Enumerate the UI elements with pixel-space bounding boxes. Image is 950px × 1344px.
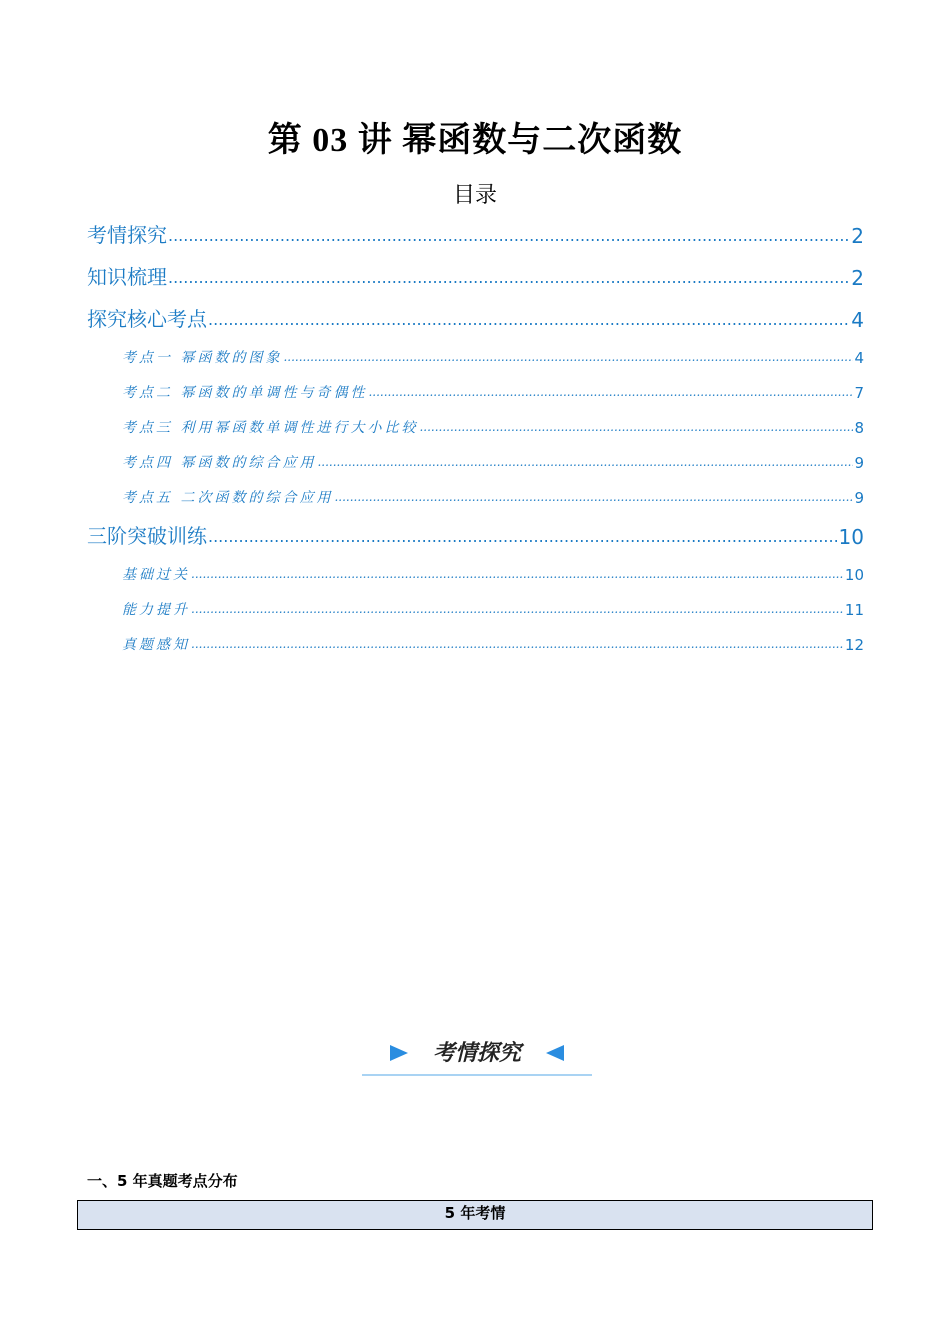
toc-entry-kaodian-2[interactable] (122, 380, 864, 402)
toc-entry-page: 9 (854, 489, 864, 507)
toc-entry-jichu[interactable] (122, 562, 864, 584)
toc-leader-dots (168, 270, 850, 290)
toc-leader-dots (334, 491, 853, 507)
banner-underline (362, 1074, 592, 1076)
toc-entry-page: 9 (854, 454, 864, 472)
toc-leader-dots (368, 386, 853, 402)
toc-entry-label: 三阶突破训练 (87, 524, 207, 548)
toc-entry-sanjie[interactable] (87, 521, 864, 549)
toc-leader-dots (208, 529, 838, 549)
toc-entry-page: 4 (851, 308, 864, 332)
toc-entry-page: 8 (854, 419, 864, 437)
toc-entry-label: 考点二 幂函数的单调性与奇偶性 (122, 385, 368, 401)
toc-entry-label: 真题感知 (122, 637, 190, 653)
toc-heading: 目录 (452, 183, 497, 208)
toc-leader-dots (191, 603, 844, 619)
toc-entry-page: 10 (838, 525, 864, 549)
toc-entry-label: 知识梳理 (87, 265, 167, 289)
toc-leader-dots (168, 228, 850, 248)
toc-leader-dots (208, 312, 850, 332)
exam-distribution-table (77, 1200, 873, 1230)
toc-entry-kaodian-3[interactable] (122, 415, 864, 437)
toc-leader-dots (283, 351, 853, 367)
toc-entry-page: 12 (844, 636, 864, 654)
table-header-cell: 5 年考情 (444, 1204, 506, 1222)
toc-entry-label: 考点一 幂函数的图象 (122, 350, 283, 366)
toc-entry-zhishi[interactable] (87, 262, 864, 290)
triangle-left-icon (546, 1045, 564, 1061)
toc-entry-kaoqing[interactable] (87, 220, 864, 248)
toc-entry-page: 10 (844, 566, 864, 584)
toc-entry-label: 考点五 二次函数的综合应用 (122, 490, 334, 506)
toc-entry-label: 考点四 幂函数的综合应用 (122, 455, 317, 471)
toc-entry-label: 基础过关 (122, 567, 190, 583)
toc-entry-zhenti[interactable] (122, 632, 864, 654)
toc-leader-dots (419, 421, 853, 437)
toc-entry-kaodian-5[interactable] (122, 485, 864, 507)
toc-entry-page: 4 (854, 349, 864, 367)
toc-entry-nengli[interactable] (122, 597, 864, 619)
toc-entry-page: 11 (844, 601, 864, 619)
toc-leader-dots (191, 568, 844, 584)
toc-leader-dots (191, 638, 844, 654)
toc-leader-dots (317, 456, 853, 472)
document-title: 第 03 讲 幂函数与二次函数 (267, 122, 683, 159)
toc-entry-page: 7 (854, 384, 864, 402)
toc-entry-label: 探究核心考点 (87, 307, 207, 331)
toc-entry-label: 考点三 利用幂函数单调性进行大小比较 (122, 420, 419, 436)
toc-entry-page: 2 (851, 224, 864, 248)
banner-title: 考情探究 (432, 1041, 521, 1066)
toc-entry-page: 2 (851, 266, 864, 290)
section-banner-kaoqing (362, 1032, 592, 1076)
section-heading: 一、5 年真题考点分布 (87, 1172, 238, 1190)
toc-entry-label: 考情探究 (87, 223, 167, 247)
toc-entry-kaodian-4[interactable] (122, 450, 864, 472)
toc-entry-label: 能力提升 (122, 602, 190, 618)
toc-entry-kaodian-1[interactable] (122, 345, 864, 367)
toc-entry-tanjiu[interactable] (87, 304, 864, 332)
